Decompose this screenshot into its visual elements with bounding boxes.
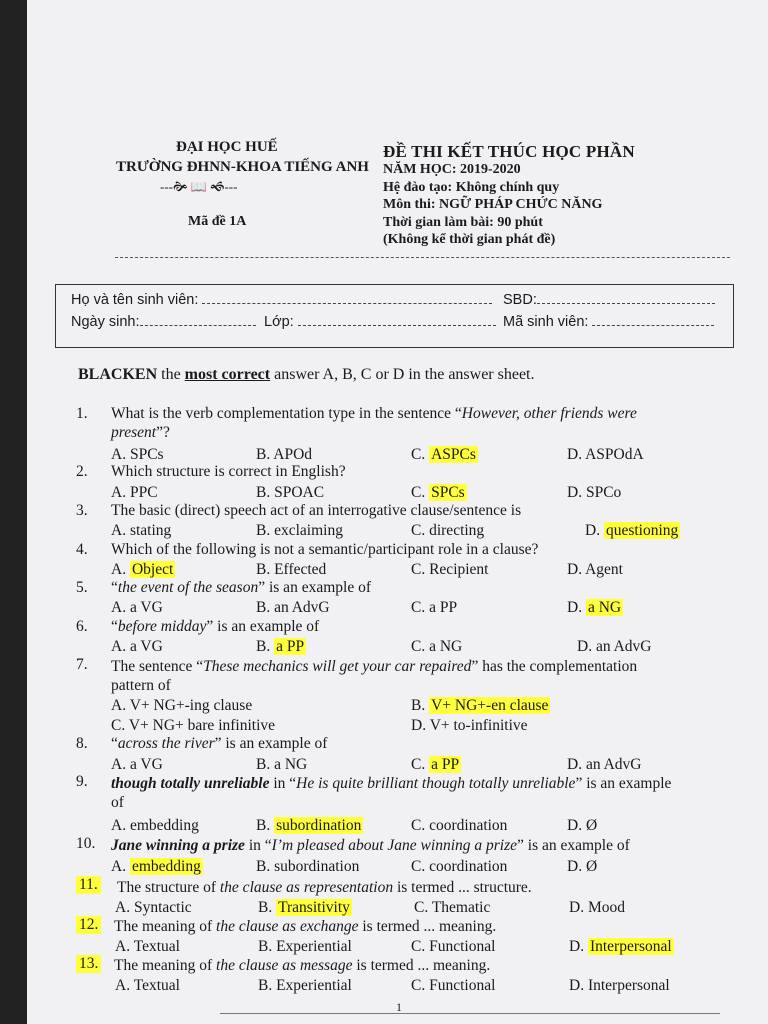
option-text: a VG — [129, 599, 163, 616]
student-id-field[interactable] — [503, 314, 714, 330]
answer-option-c[interactable] — [411, 858, 507, 876]
option-text: a NG — [587, 599, 622, 616]
question-number: 10. — [76, 835, 96, 852]
option-letter: C. — [411, 599, 426, 616]
duration: Thời gian làm bài: 90 phút — [383, 215, 543, 230]
option-text: a PP — [431, 756, 460, 773]
option-text: Transitivity — [278, 899, 350, 916]
answer-option-b[interactable] — [256, 638, 306, 656]
question-text: The meaning of the clause as exchange is termed ... meaning. — [114, 918, 497, 935]
question-number: 7. — [76, 656, 88, 673]
answer-option-d[interactable] — [567, 484, 621, 502]
answer-option-d[interactable] — [567, 858, 597, 876]
student-name-label: Họ và tên sinh viên: — [71, 292, 199, 308]
answer-option-c[interactable] — [411, 599, 457, 617]
option-text: SPOAC — [274, 484, 325, 501]
question-text: The structure of the clause as representation is termed ... structure. — [117, 879, 532, 896]
option-letter: B. — [256, 858, 271, 875]
option-letter: B. — [256, 561, 271, 578]
option-text: V+ NG+-en clause — [431, 697, 549, 714]
question-number: 12. — [76, 916, 101, 934]
header-ornament: ---🙞 📖 🙜--- — [160, 179, 238, 194]
option-text: Ø — [585, 858, 598, 875]
question-text: “across the river” is an example of — [111, 735, 328, 752]
option-letter: C. — [411, 858, 426, 875]
option-letter: A. — [111, 446, 127, 463]
option-letter: A. — [111, 756, 127, 773]
student-id-label: Mã sinh viên: — [503, 314, 589, 330]
training-system: Hệ đào tạo: Không chính quy — [383, 180, 560, 195]
question-text: The sentence “These mechanics will get your car repaired” has the complementation — [111, 658, 638, 675]
option-letter: B. — [256, 638, 271, 655]
option-text: Functional — [429, 977, 496, 994]
option-letter: A. — [111, 638, 127, 655]
header-divider — [115, 257, 730, 258]
faculty-name: TRƯỜNG ĐHNN-KHOA TIẾNG ANH — [116, 159, 369, 175]
answer-option-d[interactable] — [577, 638, 652, 656]
question-text: The meaning of the clause as message is termed ... meaning. — [114, 957, 491, 974]
option-text: Textual — [133, 977, 180, 994]
answer-option-d[interactable] — [567, 561, 623, 579]
exam-title: ĐỀ THI KẾT THÚC HỌC PHẦN — [383, 142, 635, 161]
option-text: directing — [429, 522, 485, 539]
option-letter: C. — [411, 938, 426, 955]
option-letter: D. — [567, 446, 583, 463]
answer-option-b[interactable] — [256, 446, 312, 464]
option-text: an AdvG — [585, 756, 642, 773]
answer-option-a[interactable] — [111, 697, 252, 715]
option-letter: D. — [567, 858, 583, 875]
option-letter: C. — [411, 561, 426, 578]
option-text: Experiential — [276, 938, 352, 955]
option-letter: D. — [567, 817, 583, 834]
question-text: pattern of — [111, 677, 171, 694]
option-text: an AdvG — [595, 638, 652, 655]
option-text: V+ NG+ bare infinitive — [128, 717, 276, 734]
university-name: ĐẠI HỌC HUẾ — [176, 139, 278, 155]
option-text: exclaiming — [274, 522, 343, 539]
answer-option-d[interactable] — [567, 756, 642, 774]
option-letter: A. — [111, 697, 127, 714]
answer-option-d[interactable] — [569, 977, 670, 995]
option-letter: A. — [111, 484, 127, 501]
answer-option-c[interactable] — [411, 522, 484, 540]
page-number: 1 — [396, 1000, 402, 1014]
option-text: PPC — [129, 484, 158, 501]
question-number: 1. — [76, 405, 88, 422]
answer-option-d[interactable] — [567, 599, 623, 617]
class-label: Lớp: — [264, 314, 294, 330]
question-text: “the event of the season” is an example of — [111, 579, 371, 596]
option-text: ASPCs — [431, 446, 476, 463]
question-text: present”? — [111, 424, 170, 441]
option-letter: A. — [111, 817, 127, 834]
instruction-emphasis: most correct — [184, 366, 271, 383]
class-field[interactable] — [264, 314, 496, 330]
answer-option-c[interactable] — [411, 484, 467, 502]
option-text: coordination — [429, 858, 508, 875]
question-number: 9. — [76, 773, 88, 790]
answer-option-d[interactable] — [411, 717, 528, 735]
page-binding-edge — [0, 0, 27, 1024]
option-text: questioning — [605, 522, 679, 539]
option-letter: A. — [115, 899, 131, 916]
answer-option-a[interactable] — [111, 484, 158, 502]
option-text: subordination — [276, 817, 362, 834]
option-text: an AdvG — [274, 599, 330, 616]
instruction-verb: BLACKEN — [78, 366, 158, 383]
answer-option-b[interactable] — [256, 484, 324, 502]
option-letter: D. — [569, 977, 585, 994]
option-letter: D. — [577, 638, 593, 655]
option-text: a VG — [129, 756, 163, 773]
question-number: 11. — [76, 876, 101, 894]
option-letter: B. — [256, 522, 271, 539]
option-text: a PP — [429, 599, 458, 616]
answer-option-b[interactable] — [258, 977, 352, 995]
question-number: 3. — [76, 502, 88, 519]
answer-option-d[interactable] — [569, 938, 674, 956]
dob-label: Ngày sinh: — [71, 314, 140, 330]
answer-option-a[interactable] — [111, 522, 171, 540]
option-letter: A. — [111, 599, 127, 616]
option-text: ASPOdA — [585, 446, 644, 463]
subject: Môn thi: NGỮ PHÁP CHỨC NĂNG — [383, 197, 603, 212]
option-text: Recipient — [429, 561, 489, 578]
option-letter: D. — [411, 717, 427, 734]
option-letter: A. — [111, 561, 127, 578]
option-letter: A. — [115, 938, 131, 955]
option-text: a VG — [129, 638, 163, 655]
option-letter: A. — [111, 522, 127, 539]
answer-option-a[interactable] — [111, 817, 199, 835]
option-text: SPCs — [129, 446, 164, 463]
option-letter: B. — [256, 484, 271, 501]
instruction-the: the — [161, 366, 181, 383]
question-text: “before midday” is an example of — [111, 618, 320, 635]
option-letter: B. — [256, 599, 271, 616]
option-text: a NG — [429, 638, 463, 655]
option-letter: C. — [414, 899, 429, 916]
answer-option-c[interactable] — [411, 638, 462, 656]
question-text: What is the verb complementation type in the sentence “However, other friends were — [111, 405, 637, 422]
option-text: a NG — [274, 756, 308, 773]
option-letter: B. — [256, 756, 271, 773]
student-name-field[interactable] — [71, 292, 492, 308]
option-letter: B. — [258, 977, 273, 994]
instruction — [78, 366, 535, 384]
question-text: Jane winning a prize in “I’m pleased about Jane winning a prize” is an example of — [111, 837, 630, 854]
answer-option-a[interactable] — [115, 977, 180, 995]
option-letter: D. — [569, 899, 585, 916]
answer-option-a[interactable] — [111, 638, 163, 656]
answer-option-b[interactable] — [256, 561, 326, 579]
option-letter: C. — [411, 977, 426, 994]
question-text: though totally unreliable in “He is quite brilliant though totally unreliable” is an example — [111, 775, 672, 792]
option-text: stating — [129, 522, 172, 539]
option-text: APOd — [273, 446, 313, 463]
option-text: Interpersonal — [589, 938, 672, 955]
option-letter: B. — [258, 938, 273, 955]
option-text: Object — [131, 561, 174, 578]
option-text: Ø — [585, 817, 598, 834]
answer-option-d[interactable] — [567, 446, 644, 464]
question-text: Which structure is correct in English? — [111, 463, 346, 480]
answer-option-c[interactable] — [411, 446, 478, 464]
option-letter: B. — [411, 697, 426, 714]
answer-option-d[interactable] — [569, 899, 625, 917]
duration-note: (Không kể thời gian phát đề) — [383, 232, 556, 247]
option-letter: D. — [569, 938, 585, 955]
option-text: Mood — [587, 899, 625, 916]
question-number: 6. — [76, 618, 88, 635]
answer-option-c[interactable] — [411, 977, 495, 995]
option-text: Interpersonal — [587, 977, 670, 994]
option-text: embedding — [131, 858, 201, 875]
option-letter: B. — [258, 899, 273, 916]
answer-option-b[interactable] — [411, 697, 550, 715]
option-letter: C. — [411, 817, 426, 834]
answer-option-b[interactable] — [256, 817, 363, 835]
option-text: Experiential — [276, 977, 352, 994]
option-letter: C. — [411, 756, 426, 773]
option-text: embedding — [129, 817, 199, 834]
answer-option-d[interactable] — [567, 817, 597, 835]
option-letter: B. — [256, 446, 271, 463]
option-text: a PP — [276, 638, 305, 655]
option-text: Thematic — [431, 899, 491, 916]
option-letter: C. — [411, 446, 426, 463]
footer-divider — [220, 1013, 720, 1014]
answer-option-c[interactable] — [411, 756, 461, 774]
sbd-field[interactable] — [503, 292, 715, 308]
option-text: SPCo — [585, 484, 622, 501]
answer-option-c[interactable] — [414, 899, 490, 917]
answer-option-b[interactable] — [258, 899, 352, 917]
option-letter: D. — [567, 756, 583, 773]
question-text: of — [111, 794, 124, 811]
option-letter: D. — [567, 561, 583, 578]
answer-option-a[interactable] — [111, 446, 164, 464]
question-number: 5. — [76, 579, 88, 596]
answer-option-c[interactable] — [411, 561, 489, 579]
question-number: 13. — [76, 955, 101, 973]
question-number: 2. — [76, 463, 88, 480]
dob-field[interactable] — [71, 314, 256, 330]
option-text: subordination — [274, 858, 360, 875]
option-text: Syntactic — [133, 899, 192, 916]
option-letter: D. — [567, 599, 583, 616]
option-letter: C. — [411, 484, 426, 501]
answer-option-b[interactable] — [256, 756, 307, 774]
option-text: V+ to-infinitive — [429, 717, 528, 734]
question-number: 4. — [76, 541, 88, 558]
answer-option-c[interactable] — [111, 717, 275, 735]
school-year: NĂM HỌC: 2019-2020 — [383, 162, 521, 177]
answer-option-a[interactable] — [111, 756, 163, 774]
option-text: V+ NG+-ing clause — [129, 697, 253, 714]
instruction-rest: answer A, B, C or D in the answer sheet. — [274, 366, 535, 383]
option-letter: A. — [115, 977, 131, 994]
answer-option-a[interactable] — [111, 599, 163, 617]
answer-option-b[interactable] — [258, 938, 352, 956]
option-letter: B. — [256, 817, 271, 834]
option-text: Agent — [585, 561, 623, 578]
option-text: coordination — [429, 817, 508, 834]
option-letter: D. — [585, 522, 601, 539]
answer-option-b[interactable] — [256, 599, 330, 617]
answer-option-b[interactable] — [256, 522, 343, 540]
option-letter: C. — [111, 717, 126, 734]
answer-option-d[interactable] — [585, 522, 680, 540]
question-number: 8. — [76, 735, 88, 752]
answer-option-b[interactable] — [256, 858, 359, 876]
option-text: SPCs — [431, 484, 465, 501]
answer-option-a[interactable] — [111, 858, 203, 876]
option-text: Effected — [274, 561, 327, 578]
option-letter: D. — [567, 484, 583, 501]
answer-option-a[interactable] — [115, 899, 192, 917]
question-text: Which of the following is not a semantic/participant role in a clause? — [111, 541, 539, 558]
option-text: Textual — [133, 938, 180, 955]
answer-option-c[interactable] — [411, 938, 495, 956]
option-text: Functional — [429, 938, 496, 955]
answer-option-a[interactable] — [111, 561, 175, 579]
answer-option-c[interactable] — [411, 817, 507, 835]
sbd-label: SBD: — [503, 292, 537, 308]
answer-option-a[interactable] — [115, 938, 180, 956]
question-text: The basic (direct) speech act of an interrogative clause/sentence is — [111, 502, 522, 519]
option-letter: A. — [111, 858, 127, 875]
option-letter: C. — [411, 522, 426, 539]
option-letter: C. — [411, 638, 426, 655]
exam-code: Mã đề 1A — [188, 214, 247, 229]
